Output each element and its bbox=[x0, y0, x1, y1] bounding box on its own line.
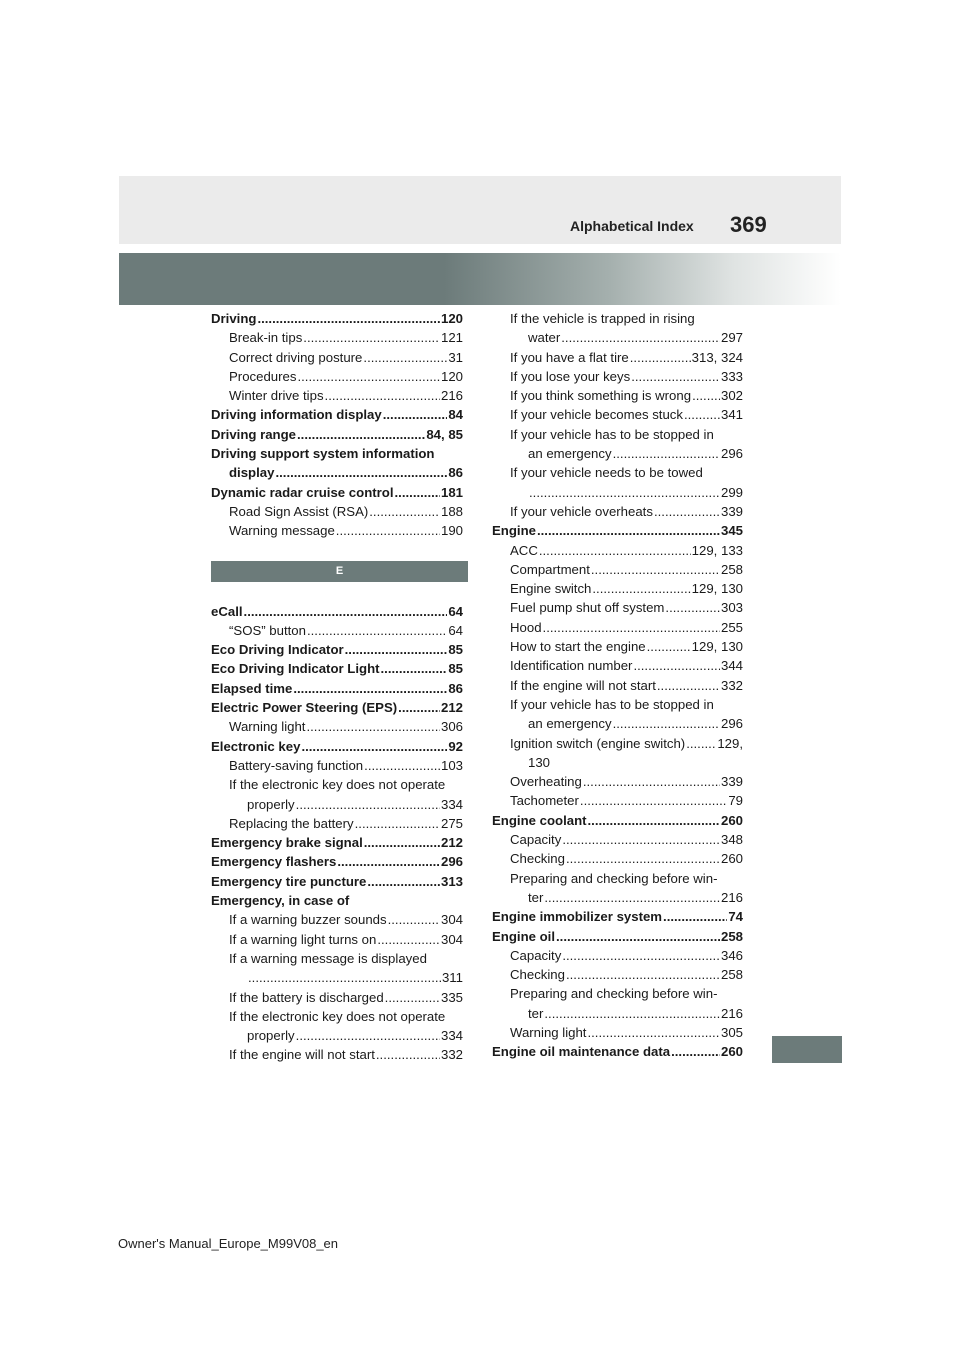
index-entry-page: 313 bbox=[440, 873, 463, 889]
index-entry-text: Preparing and checking before win- bbox=[510, 870, 718, 886]
index-entry bbox=[492, 656, 743, 675]
dot-leader bbox=[248, 968, 441, 987]
index-entry-page: 260 bbox=[720, 851, 743, 867]
index-entry-label: If your vehicle becomes stuck bbox=[510, 407, 683, 423]
dot-leader bbox=[566, 849, 720, 868]
index-entry-page: 120 bbox=[440, 368, 463, 384]
index-entry bbox=[211, 640, 463, 659]
index-entry-label: Capacity bbox=[510, 832, 562, 848]
index-entry bbox=[492, 560, 743, 579]
dot-leader bbox=[257, 309, 440, 328]
index-entry bbox=[492, 386, 743, 405]
index-entry-label: Identification number bbox=[510, 658, 633, 674]
index-entry-text: Emergency, in case of bbox=[211, 893, 350, 909]
index-entry-page: 258 bbox=[720, 561, 743, 577]
dot-leader bbox=[293, 679, 447, 698]
index-entry-label: Dynamic radar cruise control bbox=[211, 484, 394, 500]
index-entry-page: 344 bbox=[720, 658, 743, 674]
index-entry-page: 333 bbox=[720, 368, 743, 384]
index-entry bbox=[492, 714, 743, 733]
index-entry bbox=[492, 502, 743, 521]
index-entry bbox=[492, 791, 743, 810]
index-entry-page: 304 bbox=[440, 931, 463, 947]
index-entry-label: Capacity bbox=[510, 947, 562, 963]
dot-leader bbox=[544, 888, 720, 907]
page-number: 369 bbox=[730, 212, 767, 237]
index-entry-page: 306 bbox=[440, 719, 463, 735]
index-entry bbox=[211, 309, 463, 328]
index-entry bbox=[211, 425, 463, 444]
index-entry-label: ACC bbox=[510, 542, 538, 558]
dot-leader bbox=[562, 830, 720, 849]
index-entry-label: Replacing the battery bbox=[229, 815, 354, 831]
index-entry-label: Emergency brake signal bbox=[211, 835, 363, 851]
index-entry-page: 31 bbox=[448, 349, 463, 365]
index-entry bbox=[492, 676, 743, 695]
index-entry-label: Eco Driving Indicator Light bbox=[211, 661, 380, 677]
index-entry bbox=[211, 910, 463, 929]
index-entry bbox=[211, 852, 463, 871]
index-entry bbox=[492, 772, 743, 791]
index-entry-page: 129, bbox=[717, 735, 743, 751]
dot-leader bbox=[671, 1042, 720, 1061]
index-entry-label: Winter drive tips bbox=[229, 388, 324, 404]
index-entry-label: “SOS” button bbox=[229, 622, 306, 638]
index-entry-label: If you think something is wrong bbox=[510, 388, 692, 404]
index-entry-label: properly bbox=[247, 1028, 295, 1044]
index-entry bbox=[492, 1004, 743, 1023]
dot-leader bbox=[381, 659, 448, 678]
index-entry bbox=[211, 988, 463, 1007]
index-entry-label: Engine oil bbox=[492, 928, 556, 944]
dot-leader bbox=[307, 621, 447, 640]
index-entry-page: 258 bbox=[720, 967, 743, 983]
index-column-left bbox=[211, 309, 463, 1065]
index-entry-page: 84, 85 bbox=[426, 426, 463, 442]
index-entry-page: 129, 133 bbox=[691, 542, 743, 558]
index-entry-page: 190 bbox=[440, 523, 463, 539]
index-entry bbox=[492, 927, 743, 946]
index-entry bbox=[492, 637, 743, 656]
index-entry-page: 212 bbox=[440, 835, 463, 851]
index-entry-page: 258 bbox=[720, 928, 743, 944]
index-entry-label: Warning light bbox=[229, 719, 306, 735]
index-entry-label: Eco Driving Indicator bbox=[211, 642, 344, 658]
index-entry bbox=[211, 698, 463, 717]
dot-leader bbox=[367, 872, 440, 891]
dot-leader bbox=[692, 386, 720, 405]
index-entry-label: If a warning buzzer sounds bbox=[229, 912, 387, 928]
index-entry-page: 260 bbox=[720, 812, 743, 828]
index-entry-label: Correct driving posture bbox=[229, 349, 363, 365]
dot-leader bbox=[336, 521, 440, 540]
index-entry-page: 339 bbox=[720, 503, 743, 519]
index-entry-page: 86 bbox=[448, 465, 463, 481]
dot-leader bbox=[364, 756, 440, 775]
index-entry-label: If the battery is discharged bbox=[229, 989, 384, 1005]
dot-leader bbox=[539, 541, 691, 560]
index-entry-text: If your vehicle has to be stopped in bbox=[510, 696, 714, 712]
dot-leader bbox=[303, 328, 440, 347]
index-entry bbox=[492, 348, 743, 367]
index-entry-page: 335 bbox=[440, 989, 463, 1005]
index-entry-page: 212 bbox=[440, 700, 463, 716]
dot-leader bbox=[395, 483, 440, 502]
index-entry bbox=[211, 367, 463, 386]
index-entry-label: Road Sign Assist (RSA) bbox=[229, 503, 369, 519]
index-entry-page: 297 bbox=[720, 330, 743, 346]
dot-leader bbox=[355, 814, 440, 833]
index-entry bbox=[211, 1026, 463, 1045]
index-entry-page: 345 bbox=[720, 523, 743, 539]
index-entry bbox=[211, 483, 463, 502]
dot-leader bbox=[663, 907, 727, 926]
dot-leader bbox=[561, 328, 720, 347]
dot-leader bbox=[587, 1023, 720, 1042]
index-entry-label: If you have a flat tire bbox=[510, 349, 629, 365]
index-entry-label: If your vehicle overheats bbox=[510, 503, 653, 519]
index-entry-label: Checking bbox=[510, 851, 565, 867]
dot-leader bbox=[377, 930, 440, 949]
index-entry-page: 296 bbox=[440, 854, 463, 870]
dot-leader bbox=[537, 521, 720, 540]
index-entry bbox=[211, 756, 463, 775]
index-entry-label: Driving bbox=[211, 311, 257, 326]
index-entry-label: an emergency bbox=[528, 446, 612, 462]
index-entry-page: 255 bbox=[720, 619, 743, 635]
index-entry-page: 120 bbox=[440, 311, 463, 326]
index-entry-label: ter bbox=[528, 889, 544, 905]
index-entry bbox=[211, 930, 463, 949]
index-entry bbox=[492, 328, 743, 347]
index-group-e-continued bbox=[492, 309, 743, 1062]
index-entry bbox=[492, 734, 743, 753]
index-entry bbox=[211, 463, 463, 482]
index-entry-page: 339 bbox=[720, 774, 743, 790]
dot-leader bbox=[544, 1004, 720, 1023]
dot-leader bbox=[556, 927, 720, 946]
index-entry-label: Engine coolant bbox=[492, 812, 587, 828]
index-entry-page: 92 bbox=[448, 738, 463, 754]
index-entry-label: Procedures bbox=[229, 368, 297, 384]
dot-leader bbox=[591, 560, 720, 579]
dot-leader bbox=[543, 618, 720, 637]
dot-leader bbox=[583, 772, 720, 791]
index-entry-page: 260 bbox=[720, 1044, 743, 1060]
index-entry bbox=[211, 814, 463, 833]
index-entry-label: How to start the engine bbox=[510, 639, 646, 655]
dot-leader bbox=[588, 811, 720, 830]
index-entry-text: 130 bbox=[528, 754, 551, 770]
index-entry-label: water bbox=[528, 330, 561, 346]
footer-text: Owner's Manual_Europe_M99V08_en bbox=[118, 1236, 339, 1251]
index-entry-page: 64 bbox=[448, 622, 463, 638]
dot-leader bbox=[684, 405, 720, 424]
index-entry-label: display bbox=[229, 465, 275, 481]
index-entry-label: If the engine will not start bbox=[229, 1047, 375, 1063]
index-entry-page: 303 bbox=[720, 600, 743, 616]
index-entry-label: Emergency flashers bbox=[211, 854, 337, 870]
index-entry bbox=[492, 521, 743, 540]
dot-leader bbox=[385, 988, 440, 1007]
index-entry-text: If the vehicle is trapped in rising bbox=[510, 311, 695, 326]
index-entry-text: Preparing and checking before win- bbox=[510, 986, 718, 1002]
dot-leader bbox=[364, 833, 440, 852]
dot-leader bbox=[398, 698, 440, 717]
index-entry-page: 275 bbox=[440, 815, 463, 831]
index-entry-label: If a warning light turns on bbox=[229, 931, 377, 947]
index-entry bbox=[211, 795, 463, 814]
dot-leader bbox=[297, 425, 425, 444]
index-entry-label: Engine switch bbox=[510, 581, 592, 597]
index-entry-text: If the electronic key does not operate bbox=[229, 1008, 446, 1024]
index-entry-label: Fuel pump shut off system bbox=[510, 600, 665, 616]
index-entry bbox=[211, 621, 463, 640]
index-entry-label: ter bbox=[528, 1005, 544, 1021]
index-entry bbox=[211, 659, 463, 678]
index-entry bbox=[492, 907, 743, 926]
index-entry-label: an emergency bbox=[528, 716, 612, 732]
dot-leader bbox=[296, 1026, 440, 1045]
dot-leader bbox=[337, 852, 440, 871]
index-entry-label: Compartment bbox=[510, 561, 590, 577]
index-entry bbox=[211, 328, 463, 347]
index-entry bbox=[492, 1023, 743, 1042]
index-entry-page: 121 bbox=[440, 330, 463, 346]
index-entry bbox=[492, 579, 743, 598]
index-entry-label: Engine bbox=[492, 523, 536, 539]
dot-leader bbox=[665, 598, 720, 617]
dot-leader bbox=[630, 348, 691, 367]
index-entry-label: Ignition switch (engine switch) bbox=[510, 735, 686, 751]
index-entry-page: 85 bbox=[448, 661, 463, 677]
dot-leader bbox=[345, 640, 448, 659]
index-entry bbox=[492, 849, 743, 868]
index-entry-text: If a warning message is displayed bbox=[229, 950, 427, 966]
dot-leader bbox=[613, 714, 720, 733]
index-column-right bbox=[492, 309, 743, 1062]
index-entry-page: 348 bbox=[720, 832, 743, 848]
index-entry bbox=[211, 717, 463, 736]
index-entry-page: 296 bbox=[720, 716, 743, 732]
index-entry-page: 74 bbox=[728, 909, 743, 925]
spacer bbox=[211, 541, 463, 561]
index-entry-page: 302 bbox=[720, 388, 743, 404]
index-entry bbox=[492, 367, 743, 386]
index-entry-label: Tachometer bbox=[510, 793, 579, 809]
index-group-d bbox=[211, 309, 463, 541]
dot-leader bbox=[562, 946, 720, 965]
dot-leader bbox=[306, 717, 440, 736]
index-entry-text: Driving support system information bbox=[211, 446, 435, 462]
spacer bbox=[211, 582, 463, 602]
index-entry-page: 216 bbox=[440, 388, 463, 404]
dot-leader bbox=[592, 579, 690, 598]
index-entry-text: If your vehicle needs to be towed bbox=[510, 465, 703, 481]
dot-leader bbox=[633, 656, 720, 675]
index-entry bbox=[211, 348, 463, 367]
index-entry-text: If your vehicle has to be stopped in bbox=[510, 426, 714, 442]
index-entry-page: 85 bbox=[448, 642, 463, 658]
index-entry-label: Elapsed time bbox=[211, 680, 293, 696]
index-entry-label: Engine immobilizer system bbox=[492, 909, 663, 925]
index-entry-page: 216 bbox=[720, 889, 743, 905]
index-entry bbox=[492, 888, 743, 907]
dot-leader bbox=[613, 444, 720, 463]
index-entry bbox=[211, 521, 463, 540]
index-entry bbox=[492, 405, 743, 424]
dot-leader bbox=[631, 367, 720, 386]
index-entry-page: 341 bbox=[720, 407, 743, 423]
index-entry-page: 296 bbox=[720, 446, 743, 462]
index-entry bbox=[211, 405, 463, 424]
index-entry-page: 305 bbox=[720, 1024, 743, 1040]
dot-leader bbox=[244, 602, 448, 621]
dot-leader bbox=[296, 795, 440, 814]
index-entry bbox=[211, 737, 463, 756]
index-entry-page: 304 bbox=[440, 912, 463, 928]
index-entry-page: 332 bbox=[440, 1047, 463, 1063]
index-entry-page: 216 bbox=[720, 1005, 743, 1021]
index-entry-label: If the engine will not start bbox=[510, 677, 656, 693]
index-entry bbox=[211, 1045, 463, 1064]
index-entry-page: 103 bbox=[440, 757, 463, 773]
index-entry bbox=[492, 483, 743, 502]
letter-heading: E bbox=[211, 561, 468, 582]
index-entry-page: 79 bbox=[728, 793, 743, 809]
dot-leader bbox=[297, 367, 440, 386]
dot-leader bbox=[657, 676, 720, 695]
dot-leader bbox=[275, 463, 447, 482]
index-entry bbox=[492, 618, 743, 637]
index-entry bbox=[211, 872, 463, 891]
index-entry-label: Driving range bbox=[211, 426, 297, 442]
dot-leader bbox=[654, 502, 720, 521]
index-entry-page: 334 bbox=[440, 1028, 463, 1044]
index-entry bbox=[211, 968, 463, 987]
section-title: Alphabetical Index bbox=[570, 218, 694, 234]
index-entry bbox=[492, 830, 743, 849]
index-entry-page: 86 bbox=[448, 680, 463, 696]
dot-leader bbox=[325, 386, 440, 405]
index-entry bbox=[211, 386, 463, 405]
index-entry bbox=[492, 444, 743, 463]
index-entry-page: 84 bbox=[448, 407, 463, 423]
index-entry-page: 129, 130 bbox=[691, 581, 743, 597]
index-entry-label: Warning light bbox=[510, 1024, 587, 1040]
index-entry bbox=[492, 965, 743, 984]
index-group-e bbox=[211, 602, 463, 1065]
index-entry-text: If the electronic key does not operate bbox=[229, 777, 446, 793]
index-entry-label: Electric Power Steering (EPS) bbox=[211, 700, 398, 716]
index-entry-page: 129, 130 bbox=[691, 639, 743, 655]
index-entry-page: 311 bbox=[441, 970, 463, 986]
index-entry bbox=[492, 598, 743, 617]
index-entry-label: Checking bbox=[510, 967, 565, 983]
index-entry-page: 334 bbox=[440, 796, 463, 812]
index-entry-page: 313, 324 bbox=[691, 349, 743, 365]
index-entry bbox=[211, 679, 463, 698]
index-entry-label: Engine oil maintenance data bbox=[492, 1044, 671, 1060]
dot-leader bbox=[686, 734, 716, 753]
index-entry-label: Warning message bbox=[229, 523, 335, 539]
index-entry-label: Electronic key bbox=[211, 738, 301, 754]
index-entry bbox=[211, 833, 463, 852]
index-entry-label: Driving information display bbox=[211, 407, 382, 423]
index-entry-label: Emergency tire puncture bbox=[211, 873, 367, 889]
index-entry-label: Hood bbox=[510, 619, 542, 635]
index-entry-label: eCall bbox=[211, 603, 243, 619]
dot-leader bbox=[369, 502, 440, 521]
index-entry-label: If you lose your keys bbox=[510, 368, 631, 384]
index-entry bbox=[492, 541, 743, 560]
dot-leader bbox=[376, 1045, 440, 1064]
index-entry-label: properly bbox=[247, 796, 295, 812]
index-entry bbox=[492, 946, 743, 965]
dot-leader bbox=[383, 405, 448, 424]
index-entry-page: 299 bbox=[720, 484, 743, 500]
dot-leader bbox=[301, 737, 447, 756]
dot-leader bbox=[388, 910, 440, 929]
thumb-tab-marker bbox=[772, 1036, 842, 1063]
index-entry-label: Overheating bbox=[510, 774, 582, 790]
header-gradient-bar bbox=[119, 253, 841, 305]
index-entry bbox=[211, 602, 463, 621]
index-entry-page: 188 bbox=[440, 503, 463, 519]
dot-leader bbox=[580, 791, 727, 810]
index-entry-label: Break-in tips bbox=[229, 330, 303, 346]
index-entry-page: 332 bbox=[720, 677, 743, 693]
dot-leader bbox=[566, 965, 720, 984]
index-entry-page: 346 bbox=[720, 947, 743, 963]
dot-leader bbox=[647, 637, 691, 656]
index-entry-label: Battery-saving function bbox=[229, 757, 364, 773]
dot-leader bbox=[363, 348, 447, 367]
index-entry-page: 181 bbox=[440, 484, 463, 500]
index-entry bbox=[211, 502, 463, 521]
index-entry bbox=[492, 1042, 743, 1061]
dot-leader bbox=[529, 483, 720, 502]
index-entry bbox=[492, 811, 743, 830]
index-entry-page: 64 bbox=[448, 603, 463, 619]
